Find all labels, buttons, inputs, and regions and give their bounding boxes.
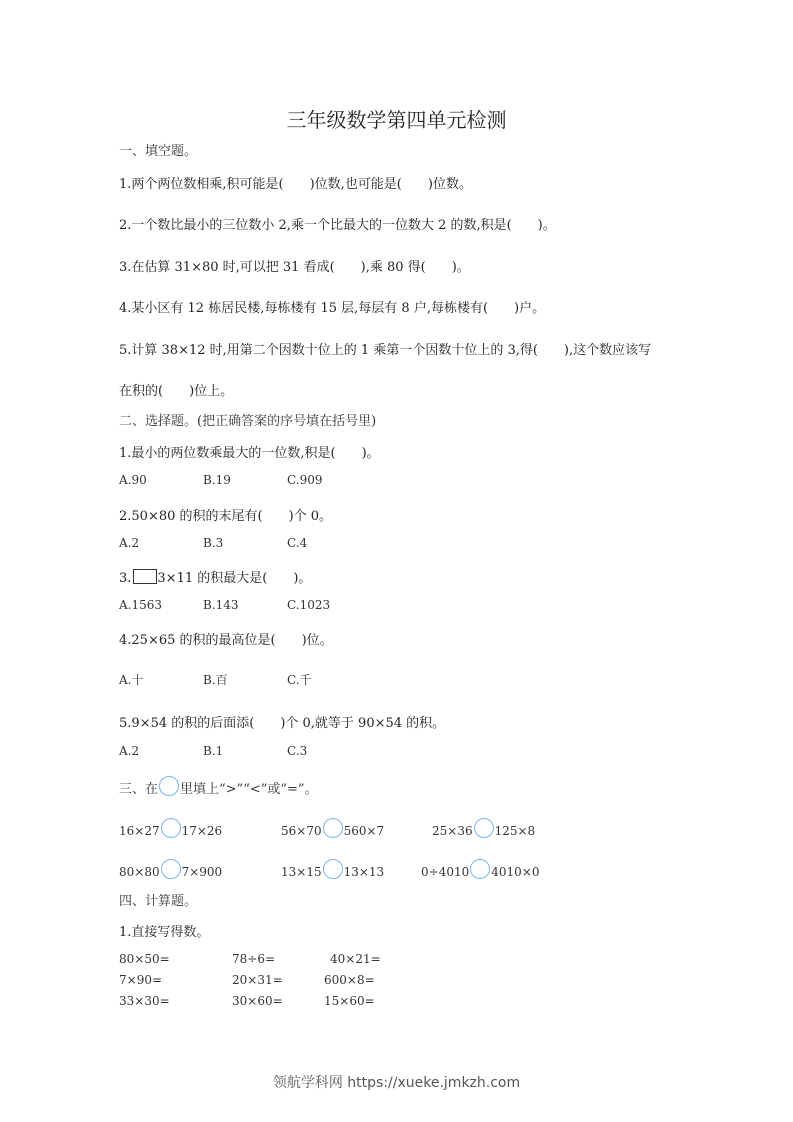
section2-heading: 二、选择题。(把正确答案的序号填在括号里) [119,414,377,429]
choice-question-4: 4.25×65 的积的最高位是( )位。 [119,633,333,648]
answer-circle-icon[interactable] [474,818,494,838]
answer-circle-icon[interactable] [323,859,343,879]
page-title: 三年级数学第四单元检测 [286,108,507,132]
section3-heading [119,776,318,797]
option-a: A.2 [119,536,140,550]
calc-item: 30×60= [232,994,283,1008]
compare-item [119,859,222,879]
section4-heading: 四、计算题。 [119,894,198,909]
compare-right: 560×7 [343,824,385,838]
calc-item: 40×21= [330,952,381,966]
calc-item: 78÷6= [232,952,276,966]
fill-question-1: 1.两个两位数相乘,积可能是( )位数,也可能是( )位数。 [119,177,472,192]
fill-question-2: 2.一个数比最小的三位数小 2,乘一个比最大的一位数大 2 的数,积是( )。 [119,218,556,233]
option-a: A.90 [119,473,147,487]
option-b: B.1 [203,744,224,758]
option-c: C.4 [287,536,308,550]
answer-circle-icon[interactable] [161,818,181,838]
answer-circle-icon[interactable] [323,818,343,838]
compare-right: 125×8 [494,824,536,838]
heading-text: 里填上“>”“<”或“=”。 [180,782,318,797]
answer-circle-icon[interactable] [161,859,181,879]
section1-heading: 一、填空题。 [119,144,198,159]
option-b: B.百 [203,673,228,687]
calc-item: 7×90= [119,973,163,987]
compare-left: 56×70 [281,824,322,838]
calc-subheading: 1.直接写得数。 [119,925,210,940]
compare-right: 7×900 [181,865,223,879]
blank-box [133,569,157,584]
choice-question-1: 1.最小的两位数乘最大的一位数,积是( )。 [119,446,380,461]
choice-question-5: 5.9×54 的积的后面添( )个 0,就等于 90×54 的积。 [119,716,446,731]
option-b: B.19 [203,473,231,487]
calc-item: 600×8= [324,973,375,987]
compare-item [119,818,222,838]
compare-item [432,818,535,838]
option-c: C.909 [287,473,323,487]
option-a: A.十 [119,673,144,687]
fill-question-5-line1: 5.计算 38×12 时,用第二个因数十位上的 1 乘第一个因数十位上的 3,得( ),这个数应该写 [119,343,652,358]
compare-left: 25×36 [432,824,473,838]
answer-circle-icon[interactable] [470,859,490,879]
compare-left: 0÷4010 [421,865,470,879]
option-a: A.1563 [119,598,163,612]
compare-right: 13×13 [343,865,385,879]
calc-item: 15×60= [324,994,375,1008]
fill-question-4: 4.某小区有 12 栋居民楼,每栋楼有 15 层,每层有 8 户,每栋楼有( )户。 [119,301,546,316]
calc-item: 80×50= [119,952,170,966]
compare-left: 13×15 [281,865,322,879]
heading-text: 三、在 [119,782,159,797]
choice-question-3 [119,567,311,586]
option-b: B.3 [203,536,224,550]
option-a: A.2 [119,744,140,758]
answer-circle-icon [159,776,179,796]
compare-item [281,859,384,879]
calc-item: 20×31= [232,973,283,987]
question-text: 3×11 的积最大是( )。 [157,571,312,586]
fill-question-3: 3.在估算 31×80 时,可以把 31 看成( ),乘 80 得( )。 [119,260,470,275]
option-c: C.千 [287,673,312,687]
option-c: C.3 [287,744,308,758]
compare-right: 17×26 [181,824,223,838]
question-number: 3. [119,571,132,586]
option-c: C.1023 [287,598,331,612]
compare-right: 4010×0 [491,865,540,879]
compare-left: 16×27 [119,824,160,838]
footer-watermark: 领航学科网 https://xueke.jmkzh.com [272,1075,521,1091]
calc-item: 33×30= [119,994,170,1008]
compare-left: 80×80 [119,865,160,879]
compare-item [281,818,384,838]
compare-item [421,859,539,879]
option-b: B.143 [203,598,239,612]
choice-question-2: 2.50×80 的积的末尾有( )个 0。 [119,509,333,524]
fill-question-5-line2: 在积的( )位上。 [119,384,234,399]
